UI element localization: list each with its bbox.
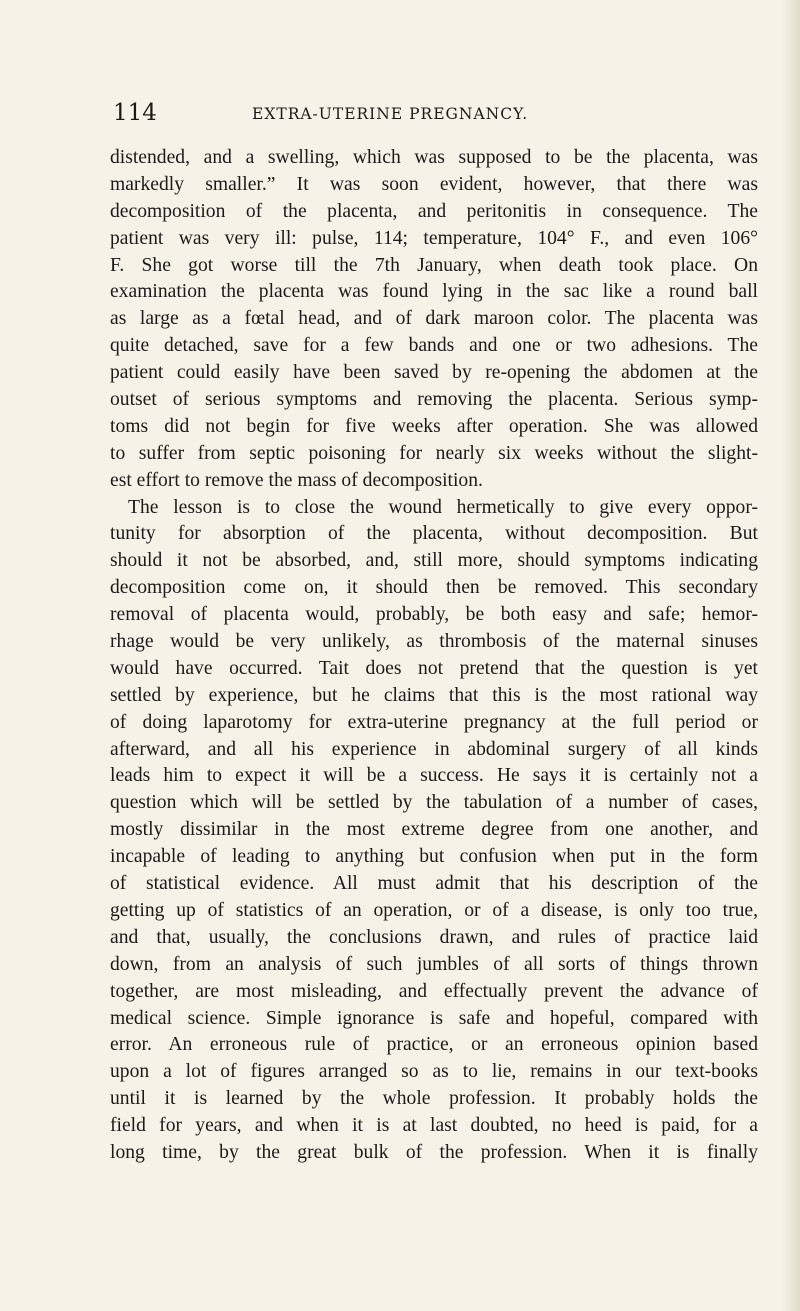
text-line: as large as a fœtal head, and of dark maroon color. The placenta was bbox=[110, 308, 758, 330]
text-line: would have occurred. Tait does not pretend that the question is yet bbox=[110, 657, 758, 679]
text-line: of doing laparotomy for extra-uterine pregnancy at the full period or bbox=[110, 711, 758, 733]
text-line: patient could easily have been saved by re-opening the abdomen at the bbox=[110, 362, 758, 384]
body-text bbox=[110, 145, 758, 1167]
paragraph-end-line: est effort to remove the mass of decomposition. bbox=[110, 469, 483, 491]
text-line: mostly dissimilar in the most extreme degree from one another, and bbox=[110, 819, 758, 841]
text-line: together, are most misleading, and effectually prevent the advance of bbox=[110, 980, 758, 1002]
text-line: of statistical evidence. All must admit that his description of the bbox=[110, 873, 758, 895]
text-line: toms did not begin for five weeks after operation. She was allowed bbox=[110, 415, 758, 437]
text-line: markedly smaller.” It was soon evident, however, that there was bbox=[110, 173, 758, 195]
text-line: field for years, and when it is at last doubted, no heed is paid, for a bbox=[110, 1115, 758, 1137]
text-line: leads him to expect it will be a success. He says it is certainly not a bbox=[110, 765, 758, 787]
text-line: long time, by the great bulk of the profession. When it is finally bbox=[110, 1141, 758, 1163]
text-line: rhage would be very unlikely, as thrombosis of the maternal sinuses bbox=[110, 631, 758, 653]
text-line: removal of placenta would, probably, be both easy and safe; hemor- bbox=[110, 604, 758, 626]
paragraph-first-line: The lesson is to close the wound hermetically to give every oppor- bbox=[128, 496, 758, 518]
running-head-title: EXTRA-UTERINE PREGNANCY. bbox=[252, 105, 529, 123]
text-line: down, from an analysis of such jumbles of all sorts of things thrown bbox=[110, 953, 758, 975]
text-line: afterward, and all his experience in abdominal surgery of all kinds bbox=[110, 738, 758, 760]
text-line: decomposition of the placenta, and peritonitis in consequence. The bbox=[110, 200, 758, 222]
page-number: 114 bbox=[113, 100, 157, 126]
running-head bbox=[113, 98, 753, 128]
text-line: settled by experience, but he claims that this is the most rational way bbox=[110, 684, 758, 706]
text-line: distended, and a swelling, which was supposed to be the placenta, was bbox=[110, 147, 758, 168]
text-line: outset of serious symptoms and removing the placenta. Serious symp- bbox=[110, 389, 758, 411]
text-line: tunity for absorption of the placenta, without decomposition. But bbox=[110, 523, 758, 545]
text-line: medical science. Simple ignorance is safe and hopeful, compared with bbox=[110, 1007, 758, 1029]
text-line: and that, usually, the conclusions drawn, and rules of practice laid bbox=[110, 926, 758, 948]
text-line: incapable of leading to anything but confusion when put in the form bbox=[110, 846, 758, 868]
text-line: decomposition come on, it should then be removed. This secondary bbox=[110, 577, 758, 599]
text-line: to suffer from septic poisoning for nearly six weeks without the slight- bbox=[110, 442, 758, 464]
text-line: getting up of statistics of an operation, or of a disease, is only too true, bbox=[110, 899, 758, 921]
text-line: error. An erroneous rule of practice, or an erroneous opinion based bbox=[110, 1034, 758, 1056]
text-line: F. She got worse till the 7th January, when death took place. On bbox=[110, 254, 758, 276]
page-edge-shading bbox=[782, 0, 800, 1311]
text-line: patient was very ill: pulse, 114; temperature, 104° F., and even 106° bbox=[110, 227, 758, 249]
text-line: should it not be absorbed, and, still more, should symptoms indicating bbox=[110, 550, 758, 572]
text-line: upon a lot of figures arranged so as to lie, remains in our text-books bbox=[110, 1061, 758, 1083]
text-line: examination the placenta was found lying in the sac like a round ball bbox=[110, 281, 758, 303]
text-line: question which will be settled by the tabulation of a number of cases, bbox=[110, 792, 758, 814]
text-line: quite detached, save for a few bands and one or two adhesions. The bbox=[110, 335, 758, 357]
text-line: until it is learned by the whole profession. It probably holds the bbox=[110, 1088, 758, 1110]
